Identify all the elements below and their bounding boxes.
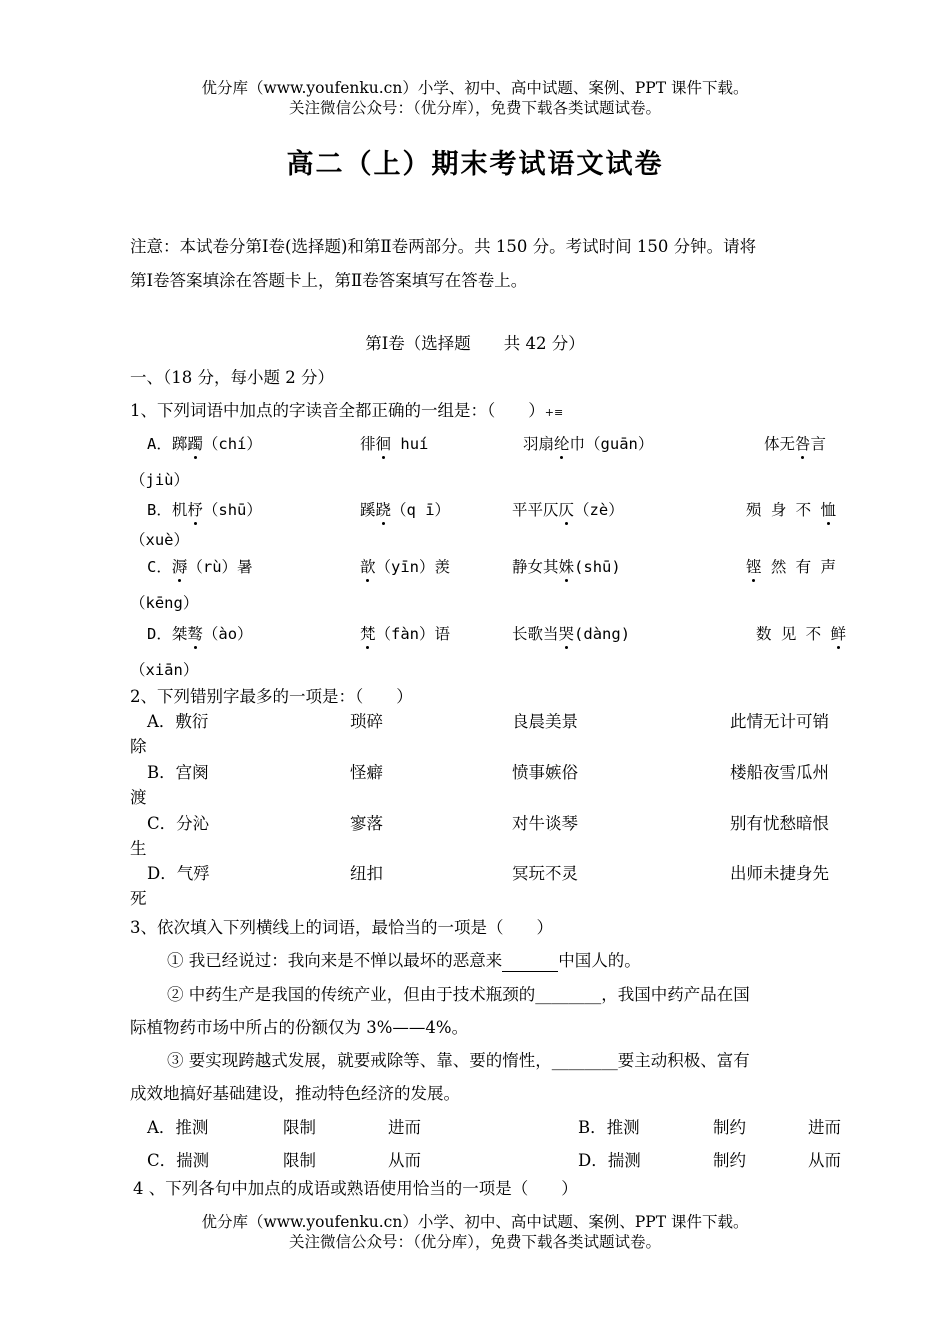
option-a-word-1 <box>147 432 262 454</box>
option-c-word-1 <box>147 555 253 577</box>
dotted-char: 哭 <box>558 625 575 643</box>
char: 殒 身 不 <box>746 501 821 519</box>
char: 羽扇 <box>523 435 555 453</box>
option-label: D． <box>147 625 172 643</box>
dotted-char: 鲜 <box>830 625 847 643</box>
pinyin: （q ī） <box>391 501 451 519</box>
question-4-stem: 4 、下列各句中加点的成语或熟语使用恰当的一项是（ ） <box>133 1179 578 1198</box>
pinyin: （yīn）羡 <box>375 558 451 576</box>
option-a-word-3 <box>523 432 653 454</box>
q3-option-d-label: D．揣测 <box>578 1151 641 1170</box>
header-line-1: 优分库（www.youfenku.cn）小学、初中、高中试题、案例、PPT 课件下载。 <box>201 79 749 97</box>
q2-option-d-wrap: 死 <box>130 889 147 908</box>
q2-option-b-word-3: 愤事嫉俗 <box>512 763 578 782</box>
q2-option-b-word-4: 楼船夜雪瓜州 <box>730 763 829 782</box>
pinyin: (dàng) <box>574 625 631 643</box>
option-d-pinyin-wrap: （xiān） <box>130 661 199 679</box>
char: 数 见 不 <box>756 625 831 643</box>
option-d-word-4 <box>756 622 846 644</box>
option-label: B． <box>147 501 172 519</box>
option-d-word-2 <box>360 622 450 644</box>
option-c-word-4 <box>746 555 836 577</box>
q2-option-d-label: D．气殍 <box>147 864 210 883</box>
char: 桀 <box>171 625 188 643</box>
char: 蹊 <box>360 501 376 519</box>
dotted-char: 恤 <box>820 501 837 519</box>
option-d-word-1 <box>147 622 253 644</box>
question-1-text: 1、下列词语中加点的字读音全都正确的一组是：（ ） <box>130 401 545 420</box>
option-label: A． <box>147 435 172 453</box>
char: 徘 <box>360 435 376 453</box>
q3-option-c-label: C．揣测 <box>147 1151 210 1170</box>
q2-option-a-word-4: 此情无计可销 <box>730 712 829 731</box>
q2-option-b-word-2: 怪癖 <box>350 763 383 782</box>
q2-option-c-word-2: 寥落 <box>350 814 383 833</box>
option-c-word-3 <box>512 555 621 577</box>
dotted-char: 铿 <box>746 558 762 576</box>
dotted-char: 骜 <box>187 625 203 643</box>
pinyin: （fàn）语 <box>375 625 451 643</box>
option-b-word-4 <box>746 498 836 520</box>
option-d-word-3 <box>512 622 630 644</box>
q3-sentence-3-wrap: 成效地搞好基础建设，推动特色经济的发展。 <box>130 1084 460 1103</box>
q3-option-a-word-2: 限制 <box>283 1118 316 1137</box>
dotted-char: 溽 <box>171 558 188 576</box>
q3-option-d-word-2: 制约 <box>713 1151 746 1170</box>
pinyin: （zè） <box>574 501 624 519</box>
q2-option-a-word-3: 良晨美景 <box>512 712 578 731</box>
q3-option-c-word-3: 从而 <box>388 1151 421 1170</box>
dotted-char: 跷 <box>375 501 392 519</box>
dotted-char: 仄 <box>558 501 575 519</box>
footer-line-2: 关注微信公众号：（优分库），免费下载各类试题试卷。 <box>288 1233 661 1251</box>
q2-option-c-label: C．分沁 <box>147 814 210 833</box>
footer-line-1: 优分库（www.youfenku.cn）小学、初中、高中试题、案例、PPT 课件下载。 <box>201 1213 749 1231</box>
question-3-stem: 3、依次填入下列横线上的词语，最恰当的一项是（ ） <box>130 918 553 937</box>
q2-option-d-word-3: 冥玩不灵 <box>512 864 578 883</box>
dotted-char: 纶 <box>554 435 570 453</box>
q3-sentence-2-wrap: 际植物药市场中所占的份额仅为 3%——4%。 <box>130 1018 469 1037</box>
pinyin: huí <box>391 435 429 453</box>
dotted-char: 梵 <box>360 625 376 643</box>
question-2-stem: 2、下列错别字最多的一项是：（ ） <box>130 687 413 706</box>
q3-option-b-word-3: 进而 <box>808 1118 841 1137</box>
fill-blank <box>502 954 558 972</box>
q3-sentence-2: ② 中药生产是我国的传统产业，但由于技术瓶颈的________，我国中药产品在国 <box>167 985 750 1004</box>
q3-sentence-1-part-b: 中国人的。 <box>558 951 641 970</box>
dotted-char: 徊 <box>375 435 392 453</box>
option-c-word-2 <box>360 555 450 577</box>
part-heading: 一、（18 分，每小题 2 分） <box>130 368 334 387</box>
notice-line-1: 注意：本试卷分第Ⅰ卷(选择题)和第Ⅱ卷两部分。共 150 分。考试时间 150 分钟。请将 <box>130 237 757 256</box>
q3-option-d-word-3: 从而 <box>808 1151 841 1170</box>
question-1-mark: +≡ <box>544 406 564 419</box>
char: 然 有 声 <box>761 558 837 576</box>
notice-line-2: 第Ⅰ卷答案填涂在答题卡上，第Ⅱ卷答案填写在答卷上。 <box>130 271 528 290</box>
q3-sentence-1 <box>167 950 641 972</box>
pinyin: （shū） <box>202 501 262 519</box>
char: 长歌当 <box>512 625 559 643</box>
dotted-char: 躅 <box>187 435 203 453</box>
char: 踯 <box>171 435 188 453</box>
q3-option-c-word-2: 限制 <box>283 1151 316 1170</box>
dotted-char: 咎 <box>795 435 811 453</box>
q2-option-b-wrap: 渡 <box>130 788 147 807</box>
char: 静女其 <box>512 558 559 576</box>
option-a-word-2 <box>360 432 428 454</box>
q3-sentence-1-part-a: ① 我已经说过：我向来是不惮以最坏的恶意来 <box>167 951 503 970</box>
pinyin: （ào） <box>202 625 253 643</box>
pinyin: （chí） <box>202 435 262 453</box>
header-line-2: 关注微信公众号：（优分库），免费下载各类试题试卷。 <box>288 99 661 117</box>
char: 体无 <box>764 435 796 453</box>
q2-option-d-word-2: 纽扣 <box>350 864 383 883</box>
q2-option-a-label: A．敷衍 <box>147 712 209 731</box>
q2-option-c-word-3: 对牛谈琴 <box>512 814 578 833</box>
q2-option-d-word-4: 出师未捷身先 <box>730 864 829 883</box>
q3-option-b-label: B．推测 <box>578 1118 640 1137</box>
option-a-pinyin-wrap: （jiù） <box>130 471 189 489</box>
question-1-stem <box>130 400 563 424</box>
char: 平平仄 <box>512 501 559 519</box>
option-b-pinyin-wrap: （xuè） <box>130 531 189 549</box>
q2-option-b-label: B．宫阕 <box>147 763 209 782</box>
option-label: C． <box>147 558 172 576</box>
page-title: 高二（上）期末考试语文试卷 <box>286 149 664 180</box>
q2-option-c-wrap: 生 <box>130 839 147 858</box>
q3-option-a-label: A．推测 <box>147 1118 209 1137</box>
q2-option-c-word-4: 别有忧愁暗恨 <box>730 814 829 833</box>
option-c-pinyin-wrap: （kēng） <box>130 594 199 612</box>
option-b-word-2 <box>360 498 450 520</box>
option-b-word-1 <box>147 498 262 520</box>
pinyin: （rù）暑 <box>187 558 253 576</box>
q3-option-a-word-3: 进而 <box>388 1118 421 1137</box>
q2-option-a-wrap: 除 <box>130 737 147 756</box>
q3-sentence-3: ③ 要实现跨越式发展，就要戒除等、靠、要的惰性，________要主动积极、富有 <box>167 1051 750 1070</box>
option-b-word-3 <box>512 498 624 520</box>
dotted-char: 歆 <box>360 558 376 576</box>
pinyin: (shū) <box>574 558 621 576</box>
section-title: 第Ⅰ卷（选择题 共 42 分） <box>365 334 585 353</box>
q2-option-a-word-2: 琐碎 <box>350 712 383 731</box>
option-a-word-4 <box>764 432 826 454</box>
q3-option-b-word-2: 制约 <box>713 1118 746 1137</box>
char: 言 <box>810 435 827 453</box>
dotted-char: 杼 <box>187 501 203 519</box>
char: 机 <box>171 501 188 519</box>
pinyin: 巾（guān） <box>569 435 654 453</box>
dotted-char: 姝 <box>558 558 575 576</box>
